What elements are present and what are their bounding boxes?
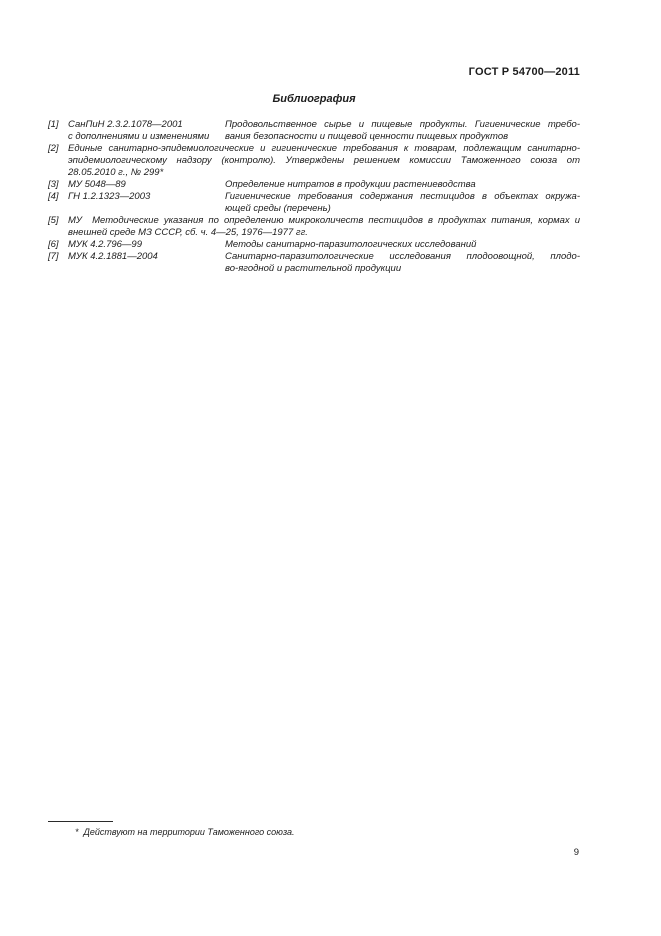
page-title: Библиография (272, 93, 356, 105)
bib-entry-5 (48, 215, 580, 239)
entry-label (68, 239, 225, 251)
entry-text-line: Единые санитарно-эпидемиологические и гигиенические требования к товарам, подлежащим санитарно- (68, 143, 580, 154)
entry-text-line: МУ Методические указания по определению микроколичеств пестицидов в продуктах питания, кормах и (68, 215, 580, 226)
doc-code: ГОСТ Р 54700—2011 (468, 66, 580, 78)
entry-number: [2] (48, 143, 59, 154)
entry-description (225, 179, 580, 191)
entry-label-line: с дополнениями и изменениями (68, 131, 210, 142)
entry-text (68, 143, 580, 179)
entry-label-line: МУК 4.2.796—99 (68, 239, 142, 250)
entry-description (225, 251, 580, 275)
footnote-body: Действуют на территории Таможенного союза. (83, 827, 295, 837)
bib-entry-1 (48, 119, 580, 143)
entry-label-line: ГН 1.2.1323—2003 (68, 191, 151, 202)
entry-text-line: эпидемиологическому надзору (контролю). Утверждены решением комиссии Таможенного союза от (68, 155, 580, 166)
entry-description-line: ющей среды (перечень) (225, 203, 331, 214)
entry-label (68, 251, 225, 263)
entry-number: [4] (48, 191, 59, 202)
entry-label (68, 179, 225, 191)
entry-text-line: внешней среде МЗ СССР, сб. ч. 4—25, 1976—1977 гг. (68, 227, 308, 238)
entry-description (225, 239, 580, 251)
entry-description-line: Гигиенические требования содержания пестицидов в объектах окружа- (225, 191, 580, 202)
entry-text (68, 215, 580, 239)
entry-number: [6] (48, 239, 59, 250)
footnote-text (75, 827, 580, 837)
bibliography-list (48, 119, 580, 275)
entry-description-line: вания безопасности и пищевой ценности пищевых продуктов (225, 131, 509, 142)
bib-entry-7 (48, 251, 580, 275)
entry-description-line: Продовольственное сырье и пищевые продукты. Гигиенические требо- (225, 119, 580, 130)
entry-label-line: СанПиН 2.3.2.1078—2001 (68, 119, 183, 130)
bib-entry-2 (48, 143, 580, 179)
entry-number: [5] (48, 215, 59, 226)
entry-description-line: во-ягодной и растительной продукции (225, 263, 402, 274)
entry-label (68, 191, 225, 203)
page-number: 9 (573, 847, 579, 858)
entry-number: [7] (48, 251, 59, 262)
entry-text-line: 28.05.2010 г., № 299* (68, 167, 164, 178)
entry-description-line: Методы санитарно-паразитологических исследований (225, 239, 477, 250)
entry-description (225, 191, 580, 215)
entry-description (225, 119, 580, 143)
entry-description-line: Определение нитратов в продукции растениеводства (225, 179, 476, 190)
bib-entry-6 (48, 239, 580, 251)
entry-description-line: Санитарно-паразитологические исследования плодоовощной, плодо- (225, 251, 580, 262)
footnote-marker: * (75, 827, 79, 837)
bib-entry-3 (48, 179, 580, 191)
bib-entry-4 (48, 191, 580, 215)
entry-label-line: МУ 5048—89 (68, 179, 126, 190)
entry-number: [1] (48, 119, 59, 130)
footnote-divider (48, 821, 113, 822)
entry-label (68, 119, 225, 143)
entry-number: [3] (48, 179, 59, 190)
document-page (48, 0, 580, 936)
footnote (48, 821, 580, 837)
entry-label-line: МУК 4.2.1881—2004 (68, 251, 158, 262)
